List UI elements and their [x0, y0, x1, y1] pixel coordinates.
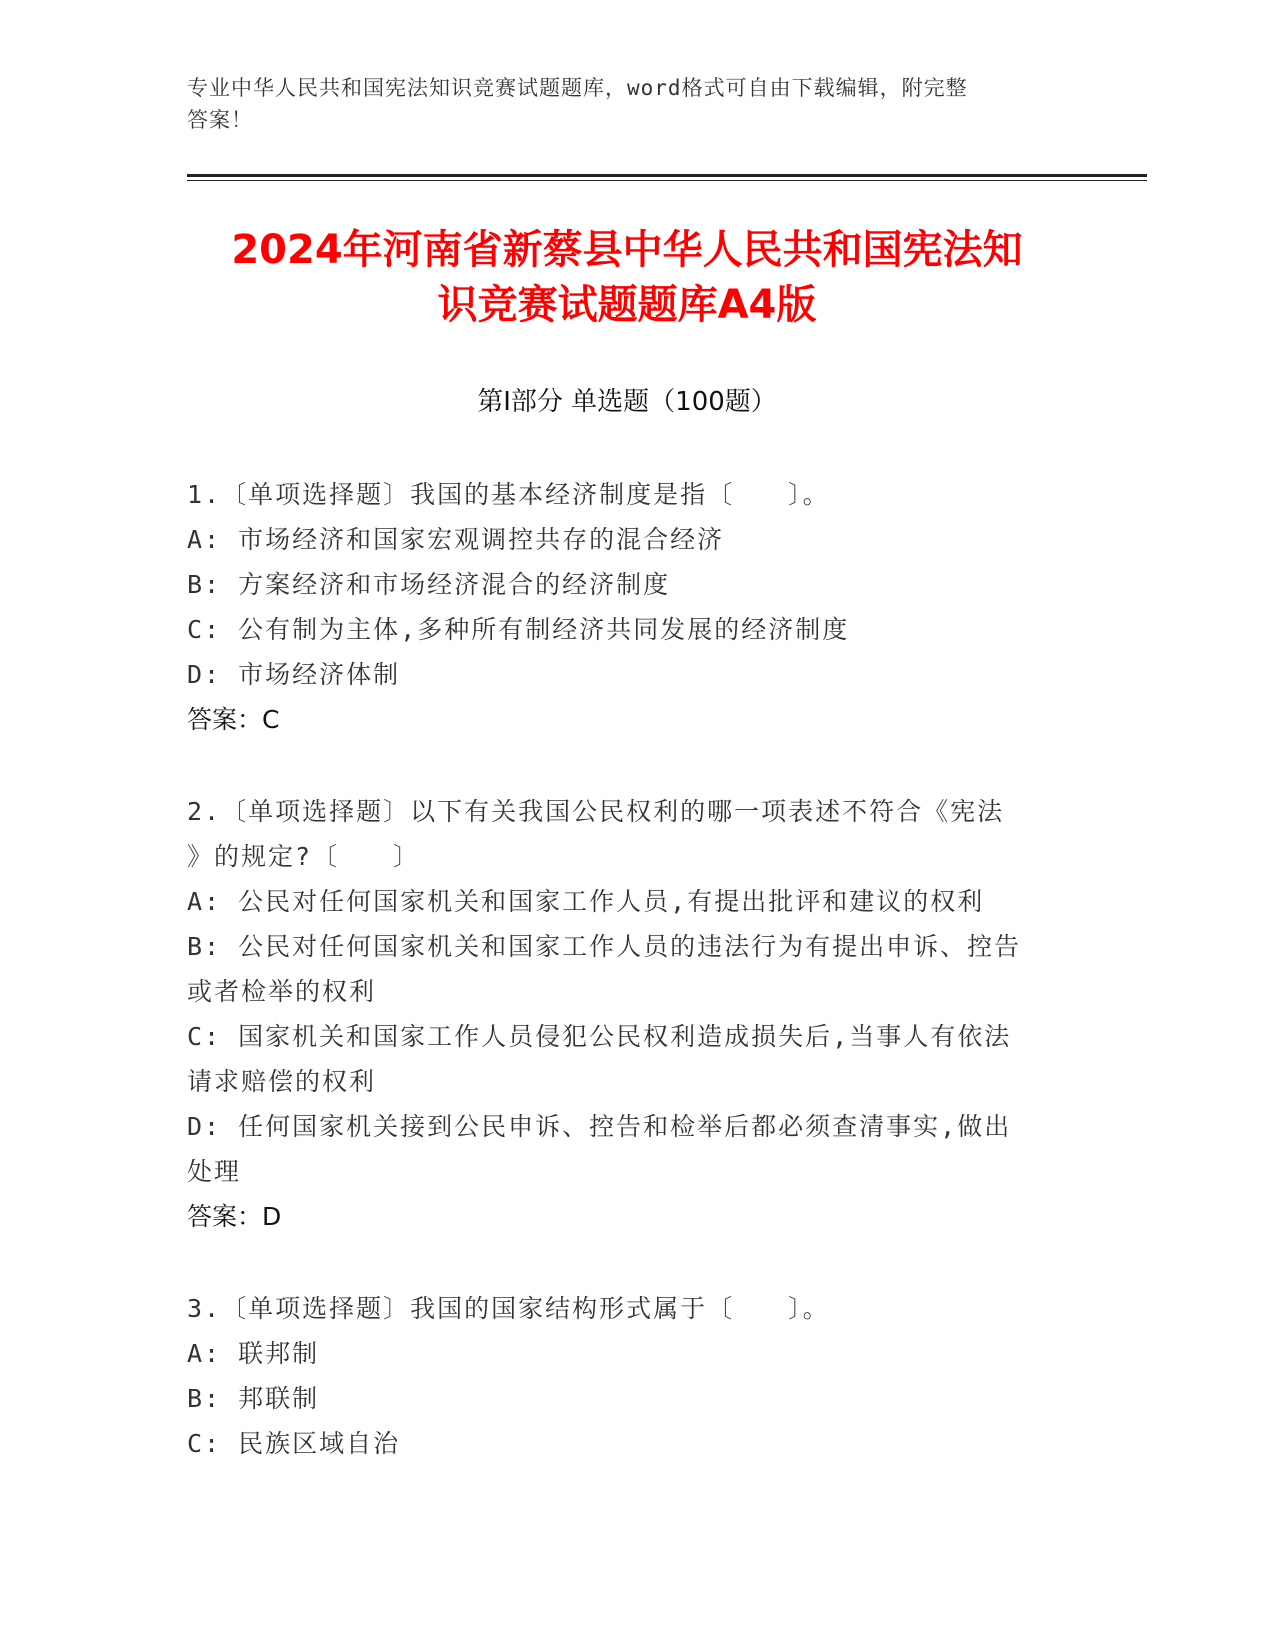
answer-option — [187, 652, 1067, 697]
answer-option-line: A: 市场经济和国家宏观调控共存的混合经济 — [187, 525, 725, 554]
answer-option-line: D: 任何国家机关接到公民申诉、控告和检举后都必须查清事实,做出 — [187, 1112, 1012, 1141]
question-stem — [187, 789, 1067, 879]
header-note-line: 答案！ — [187, 108, 253, 132]
answer-option-line: C: 公有制为主体,多种所有制经济共同发展的经济制度 — [187, 615, 850, 644]
answer-option — [187, 1104, 1067, 1194]
question-stem-line: 1.〔单项选择题〕我国的基本经济制度是指〔 〕。 — [187, 480, 830, 509]
header-divider-thin — [187, 180, 1147, 181]
title-line: 2024年河南省新蔡县中华人民共和国宪法知 — [231, 227, 1023, 273]
answer-option-line: B: 公民对任何国家机关和国家工作人员的违法行为有提出申诉、控告 — [187, 932, 1022, 961]
header-note-line: 专业中华人民共和国宪法知识竞赛试题题库，word格式可自由下载编辑，附完整 — [187, 76, 968, 100]
answer-option-line: C: 民族区域自治 — [187, 1429, 401, 1458]
answer-option-line: A: 联邦制 — [187, 1339, 320, 1368]
question-stem-line: 》的规定?〔 〕 — [187, 842, 421, 871]
answer-option — [187, 879, 1067, 924]
question-list — [187, 472, 1067, 1513]
question-item — [187, 1286, 1067, 1466]
answer-option — [187, 1376, 1067, 1421]
answer-option — [187, 924, 1067, 1014]
answer-option-line: C: 国家机关和国家工作人员侵犯公民权利造成损失后,当事人有依法 — [187, 1022, 1012, 1051]
answer-option — [187, 1331, 1067, 1376]
answer-option-line: 处理 — [187, 1157, 242, 1186]
answer-option — [187, 1014, 1067, 1104]
answer-option — [187, 517, 1067, 562]
answer-option-line: D: 市场经济体制 — [187, 660, 401, 689]
answer-key: 答案：C — [187, 705, 280, 734]
answer-option-line: B: 方案经济和市场经济混合的经济制度 — [187, 570, 671, 599]
answer-key: 答案：D — [187, 1202, 282, 1231]
header-divider-thick — [187, 174, 1147, 177]
title-line: 识竞赛试题题库A4版 — [437, 282, 817, 328]
question-stem — [187, 472, 1067, 517]
section-heading: 第Ⅰ部分 单选题（100题） — [477, 387, 777, 417]
document-title — [187, 223, 1067, 333]
answer-option — [187, 607, 1067, 652]
question-stem-line: 3.〔单项选择题〕我国的国家结构形式属于〔 〕。 — [187, 1294, 830, 1323]
question-stem — [187, 1286, 1067, 1331]
answer-option — [187, 562, 1067, 607]
question-item — [187, 472, 1067, 742]
question-stem-line: 2.〔单项选择题〕以下有关我国公民权利的哪一项表述不符合《宪法 — [187, 797, 1005, 826]
question-item — [187, 789, 1067, 1239]
answer-option-line: 或者检举的权利 — [187, 977, 377, 1006]
answer-option-line: B: 邦联制 — [187, 1384, 320, 1413]
answer-option-line: 请求赔偿的权利 — [187, 1067, 377, 1096]
answer-option — [187, 1421, 1067, 1466]
header-note — [187, 72, 1067, 136]
answer-option-line: A: 公民对任何国家机关和国家工作人员,有提出批评和建议的权利 — [187, 887, 985, 916]
